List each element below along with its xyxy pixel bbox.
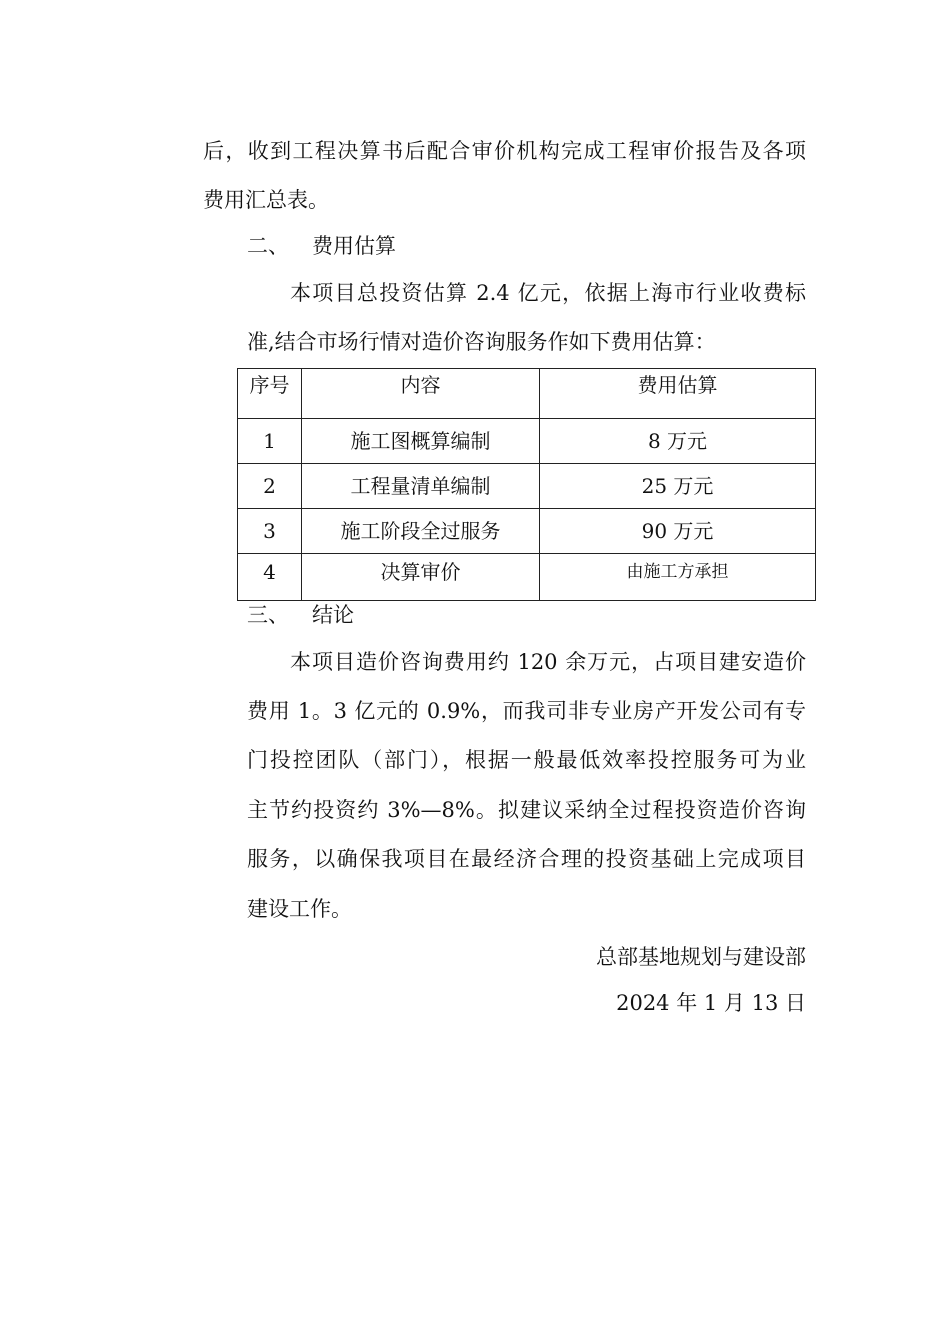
table-header-cell: 费用估算 [540,369,816,419]
table-cell: 25 万元 [540,464,816,509]
section-number: 三、 [247,603,289,627]
table-header-cell: 内容 [302,369,540,419]
table-cell: 2 [238,464,302,509]
paragraph-line: 本项目造价咨询费用约 120 余万元，占项目建安造价 [290,650,806,674]
paragraph-line: 准,结合市场行情对造价咨询服务作如下费用估算： [247,330,716,354]
table-cell: 工程量清单编制 [302,464,540,509]
table-cell: 施工阶段全过服务 [302,509,540,554]
table-row [238,554,816,601]
table-cell: 由施工方承担 [540,554,816,601]
section-number: 二、 [247,234,289,258]
table-header-cell: 序号 [238,369,302,419]
table-cell: 施工图概算编制 [302,419,540,464]
table-cell: 3 [238,509,302,554]
table-cell: 1 [238,419,302,464]
fee-estimate-table [237,368,816,601]
paragraph-line: 费用 1。3 亿元的 0.9%，而我司非专业房产开发公司有专 [247,699,806,723]
paragraph-line: 主节约投资约 3%—8%。拟建议采纳全过程投资造价咨询 [247,798,806,822]
table-row [238,419,816,464]
signature-department: 总部基地规划与建设部 [596,945,806,969]
paragraph-line: 服务，以确保我项目在最经济合理的投资基础上完成项目 [247,847,806,871]
signature-date: 2024 年 1 月 13 日 [616,991,806,1015]
table-cell: 90 万元 [540,509,816,554]
paragraph-line: 后，收到工程决算书后配合审价机构完成工程审价报告及各项 [203,139,806,163]
table-header-row [238,369,816,419]
table-row [238,464,816,509]
paragraph-line: 门投控团队（部门），根据一般最低效率投控服务可为业 [247,748,806,772]
table-cell: 8 万元 [540,419,816,464]
table-row [238,509,816,554]
section-title: 费用估算 [312,234,396,258]
table-cell: 决算审价 [302,554,540,601]
paragraph-line: 本项目总投资估算 2.4 亿元，依据上海市行业收费标 [290,281,806,305]
table-cell: 4 [238,554,302,601]
paragraph-line: 建设工作。 [247,897,352,921]
section-title: 结论 [312,603,354,627]
paragraph-line: 费用汇总表。 [203,188,329,212]
